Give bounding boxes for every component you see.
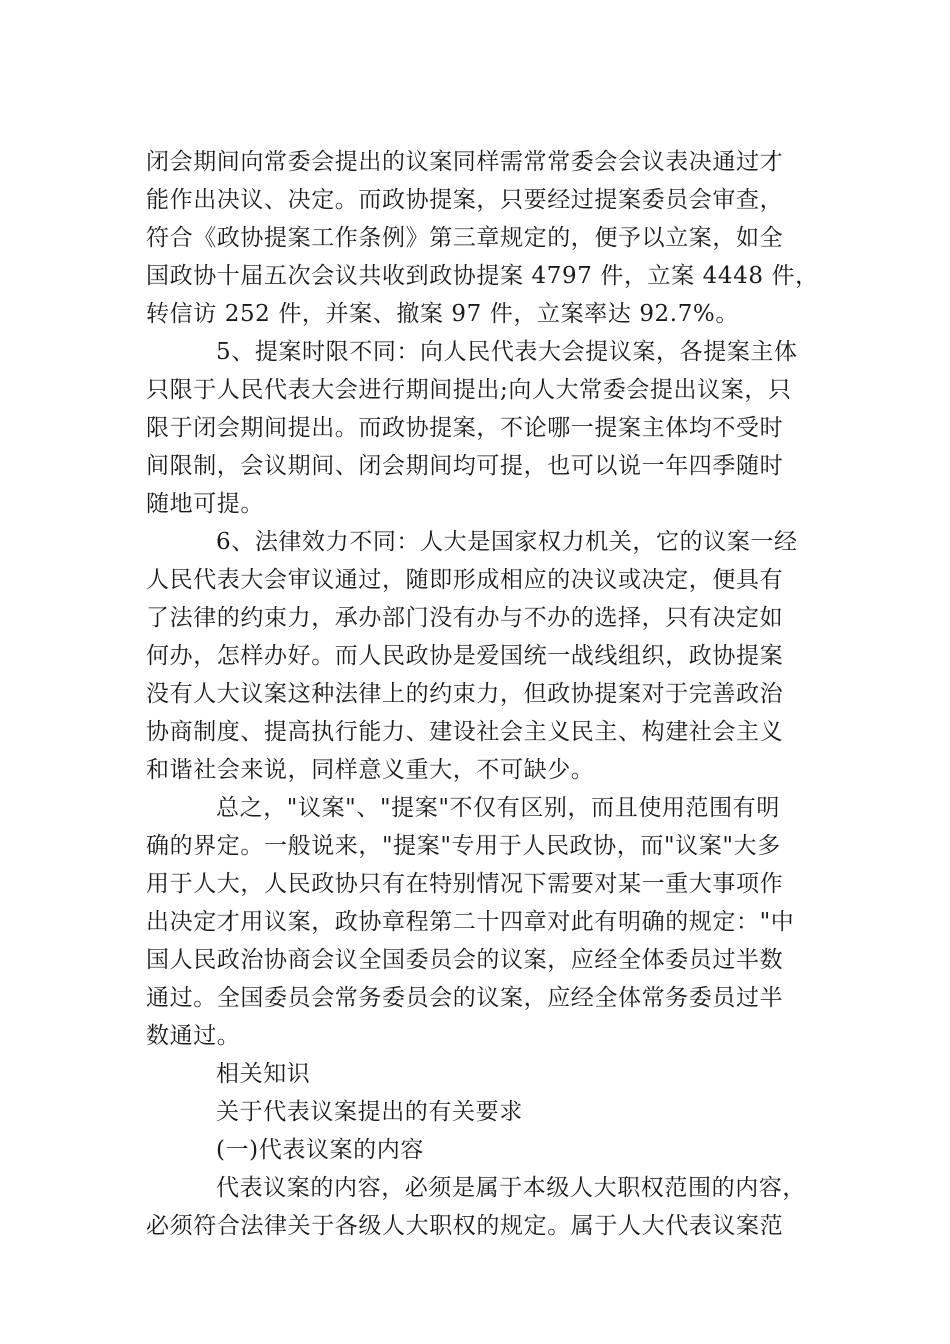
paragraph-8-line-2: 必须符合法律关于各级人大职权的规定。属于人大代表议案范: [146, 1213, 784, 1239]
paragraph-1-line-3: 符合《政协提案工作条例》第三章规定的，便予以立案，如全: [146, 225, 784, 251]
paragraph-2-line-1: 5、提案时限不同：向人民代表大会提议案，各提案主体: [216, 339, 798, 365]
paragraph-4-line-5: 国人民政治协商会议全国委员会的议案，应经全体委员过半数: [146, 947, 784, 973]
paragraph-4-line-3: 用于人大，人民政协只有在特别情况下需要对某一重大事项作: [146, 871, 784, 897]
paragraph-4-line-7: 数通过。: [146, 1023, 241, 1049]
section-heading-proposal-requirements: 关于代表议案提出的有关要求: [216, 1099, 523, 1125]
paragraph-2-line-3: 限于闭会期间提出。而政协提案，不论哪一提案主体均不受时: [146, 415, 784, 441]
paragraph-3-line-6: 协商制度、提高执行能力、建设社会主义民主、构建社会主义: [146, 719, 784, 745]
paragraph-4-line-2: 确的界定。一般说来，"提案"专用于人民政协，而"议案"大多: [146, 833, 781, 859]
paragraph-1-line-2: 能作出决议、决定。而政协提案，只要经过提案委员会审查，: [146, 187, 784, 213]
paragraph-8-line-1: 代表议案的内容，必须是属于本级人大职权范围的内容，: [216, 1175, 806, 1201]
paragraph-3-line-5: 没有人大议案这种法律上的约束力，但政协提案对于完善政治: [146, 681, 784, 707]
paragraph-4-line-4: 出决定才用议案，政协章程第二十四章对此有明确的规定："中: [146, 909, 795, 935]
subsection-heading-proposal-content: (一)代表议案的内容: [216, 1137, 424, 1163]
paragraph-1-line-4: 国政协十届五次会议共收到政协提案 4797 件，立案 4448 件，: [146, 263, 819, 289]
paragraph-3-line-3: 了法律的约束力，承办部门没有办与不办的选择，只有决定如: [146, 605, 784, 631]
paragraph-1-line-5: 转信访 252 件，并案、撤案 97 件，立案率达 92.7%。: [146, 301, 739, 327]
paragraph-2-line-2: 只限于人民代表大会进行期间提出;向人大常委会提出议案，只: [146, 377, 792, 403]
paragraph-1-line-1: 闭会期间向常委会提出的议案同样需常常委会会议表决通过才: [146, 149, 784, 175]
section-heading-related-knowledge: 相关知识: [216, 1061, 311, 1087]
paragraph-3-line-7: 和谐社会来说，同样意义重大，不可缺少。: [146, 757, 595, 783]
paragraph-3-line-1: 6、法律效力不同：人大是国家权力机关，它的议案一经: [216, 529, 798, 555]
paragraph-4-line-1: 总之，"议案"、"提案"不仅有区别，而且使用范围有明: [216, 795, 780, 821]
paragraph-2-line-4: 间限制，会议期间、闭会期间均可提，也可以说一年四季随时: [146, 453, 784, 479]
paragraph-2-line-5: 随地可提。: [146, 491, 264, 517]
paragraph-3-line-2: 人民代表大会审议通过，随即形成相应的决议或决定，便具有: [146, 567, 784, 593]
paragraph-4-line-6: 通过。全国委员会常务委员会的议案，应经全体常务委员过半: [146, 985, 784, 1011]
paragraph-3-line-4: 何办，怎样办好。而人民政协是爱国统一战线组织，政协提案: [146, 643, 784, 669]
